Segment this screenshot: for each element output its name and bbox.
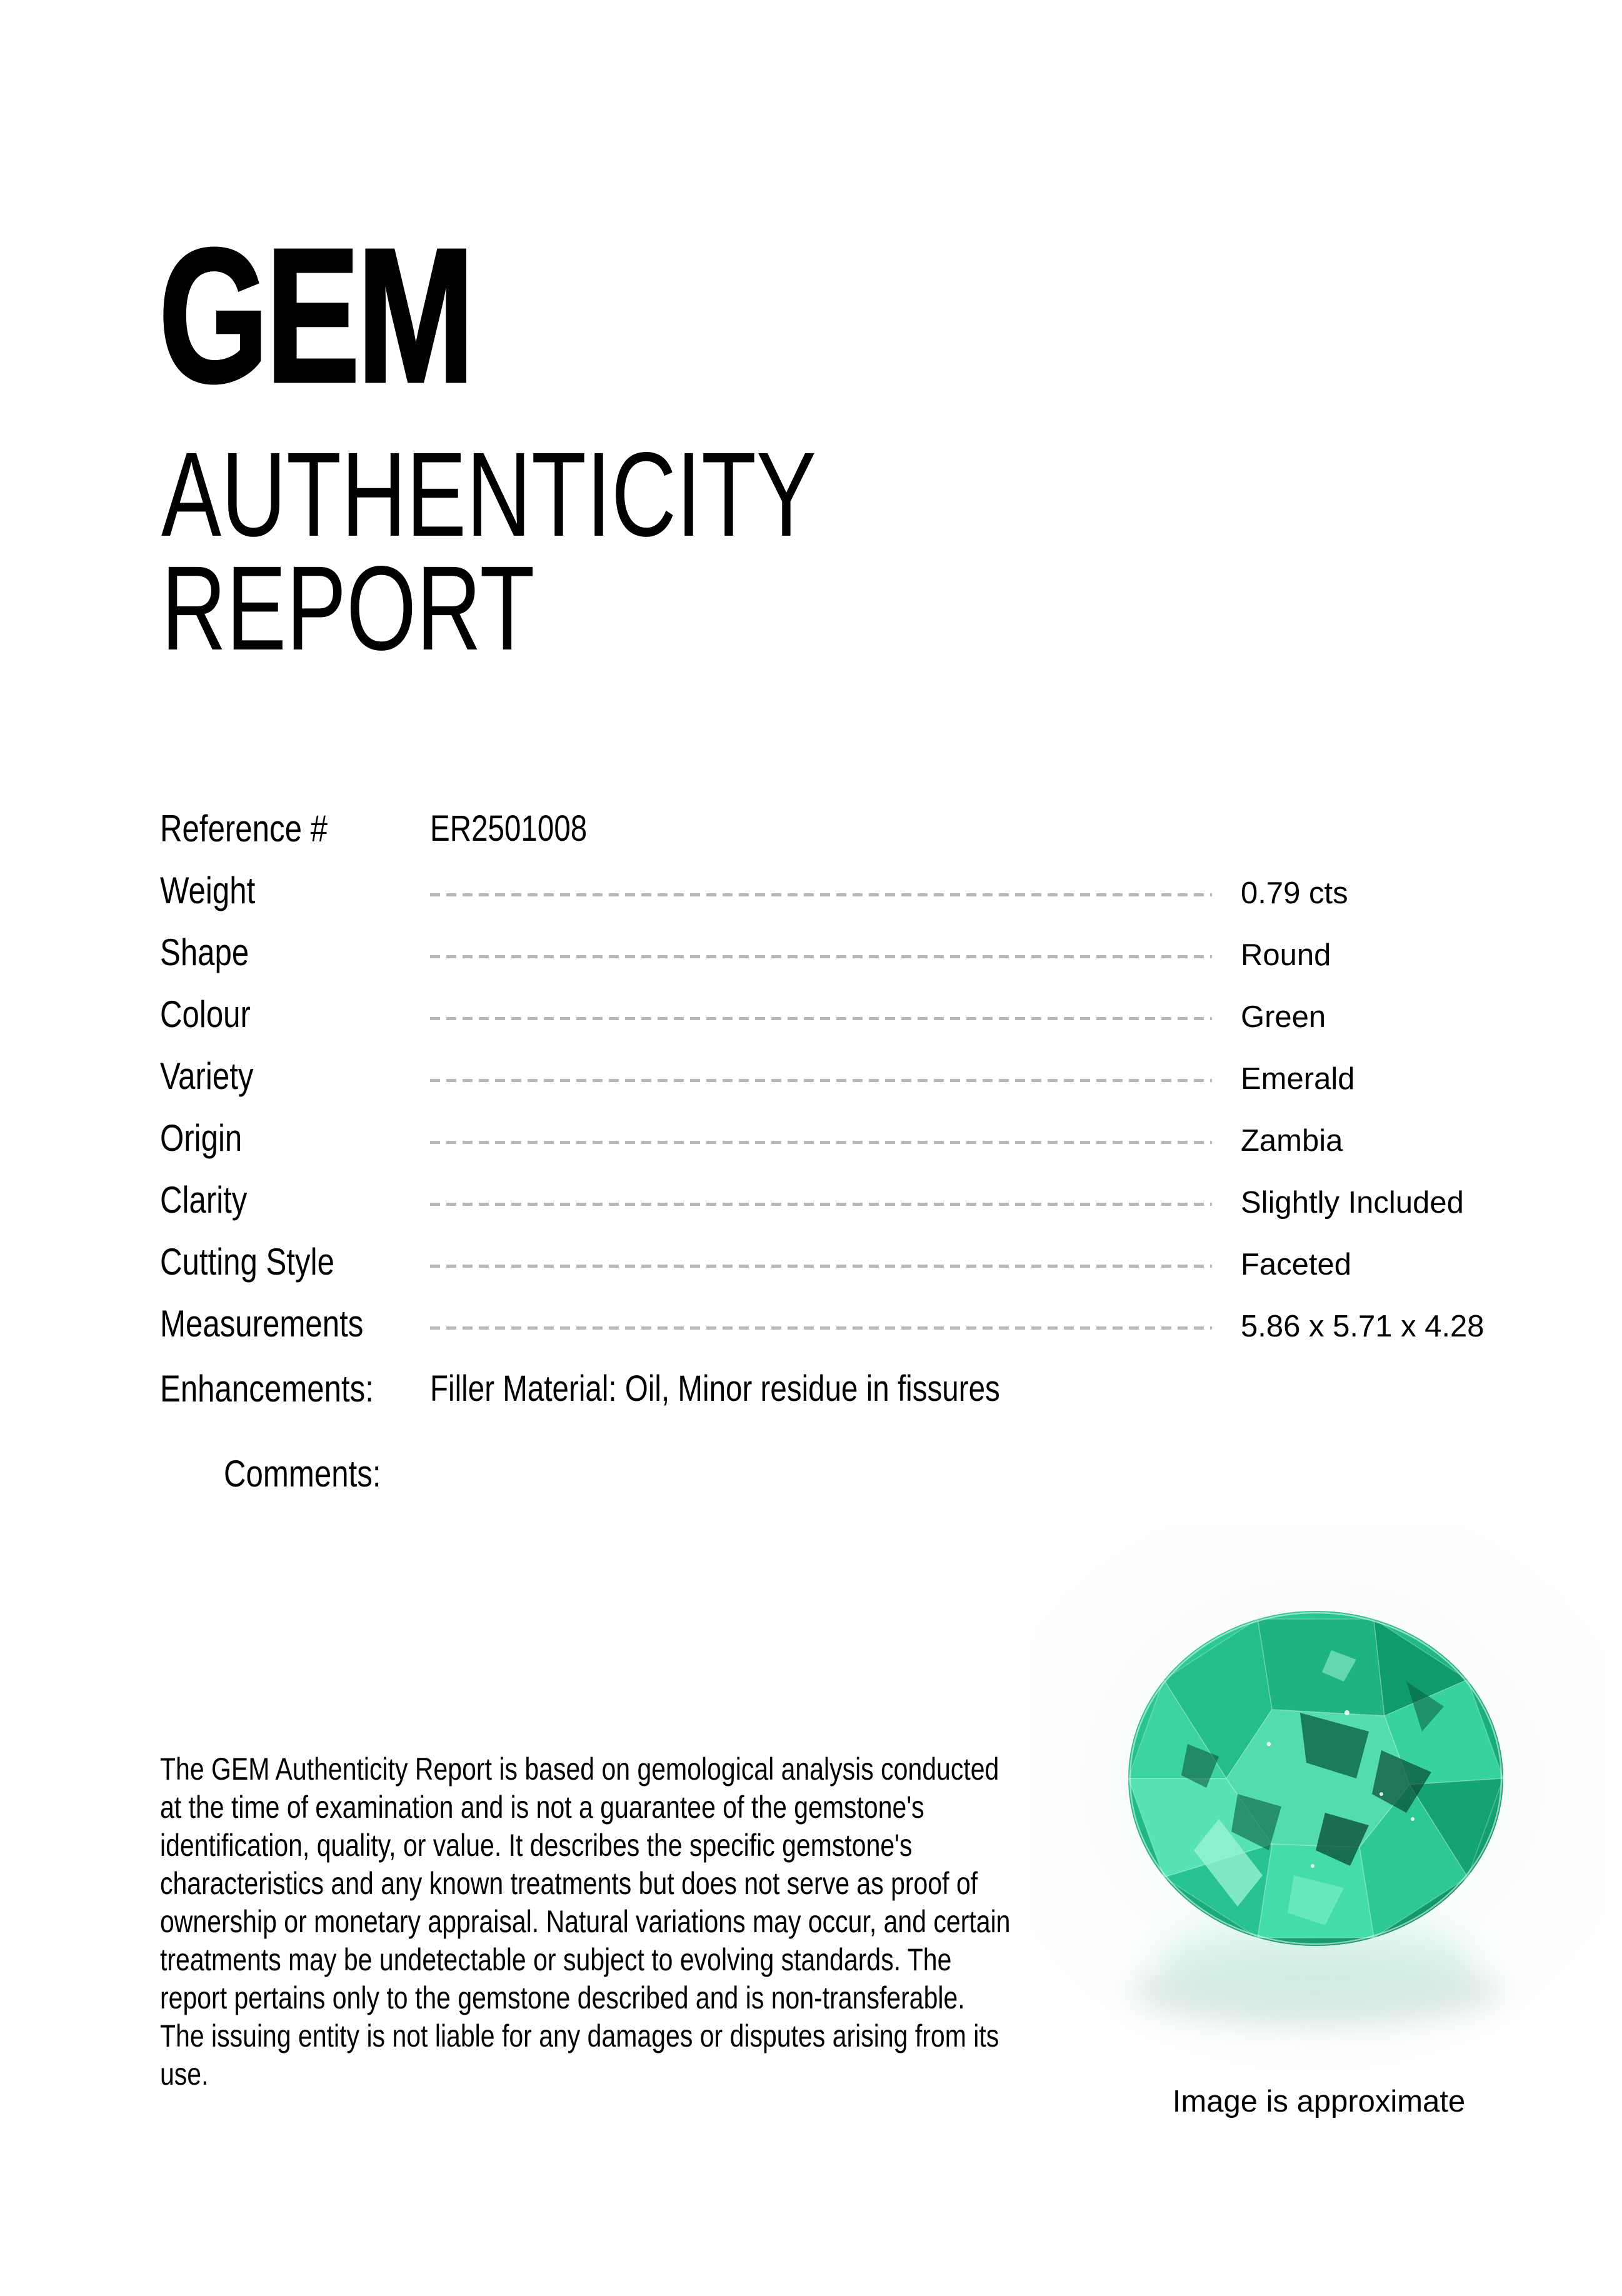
dotted-leader bbox=[430, 1017, 1212, 1020]
field-label: Measurements bbox=[160, 1303, 364, 1345]
field-row bbox=[160, 1176, 1616, 1238]
field-label: Clarity bbox=[160, 1179, 248, 1221]
dotted-leader bbox=[430, 1141, 1212, 1144]
dotted-leader bbox=[430, 1326, 1212, 1330]
gem-illustration bbox=[1031, 1525, 1606, 2088]
field-label: Origin bbox=[160, 1117, 243, 1159]
field-value: Emerald bbox=[1241, 1062, 1355, 1096]
field-value: Zambia bbox=[1241, 1124, 1343, 1158]
field-value: 5.86 x 5.71 x 4.28 bbox=[1241, 1310, 1484, 1343]
field-row bbox=[160, 1238, 1616, 1300]
field-label: Variety bbox=[160, 1055, 254, 1097]
field-row bbox=[160, 867, 1616, 929]
field-value: Filler Material: Oil, Minor residue in fissures bbox=[430, 1368, 1000, 1409]
field-row bbox=[160, 1115, 1616, 1176]
field-row bbox=[160, 929, 1616, 991]
field-row bbox=[160, 991, 1616, 1053]
field-label: Colour bbox=[160, 993, 251, 1035]
field-row-comments bbox=[160, 1450, 1616, 1512]
dotted-leader bbox=[430, 1265, 1212, 1268]
field-row bbox=[160, 1053, 1616, 1115]
field-value: 0.79 cts bbox=[1241, 876, 1348, 910]
field-label: Weight bbox=[160, 870, 256, 911]
dotted-leader bbox=[430, 1203, 1212, 1206]
field-value: ER2501008 bbox=[430, 808, 588, 849]
report-subtitle-line1: AUTHENTICITY bbox=[161, 427, 817, 561]
field-value: Green bbox=[1241, 1000, 1326, 1034]
dotted-leader bbox=[430, 955, 1212, 958]
field-value: Round bbox=[1241, 938, 1331, 972]
field-label: Cutting Style bbox=[160, 1241, 334, 1283]
dotted-leader bbox=[430, 1079, 1212, 1082]
field-label: Comments: bbox=[224, 1453, 381, 1495]
field-value: Slightly Included bbox=[1241, 1186, 1464, 1220]
dotted-leader bbox=[430, 893, 1212, 896]
report-subtitle bbox=[161, 427, 817, 675]
report-title: GEM bbox=[159, 209, 472, 422]
field-label: Enhancements: bbox=[160, 1368, 374, 1410]
disclaimer-paragraph: The GEM Authenticity Report is based on gemological analysis conducted at the time of examination and is not a guarantee of the gemstone's identification, quality, or value. It describes the specific gemstone's characteristics and any known treatments but does not serve as proof of ownership or monetary appraisal. Natural variations may occur, and certain treatments may be undetectable or subject to evolving standards. The report pertains only to the gemstone described and is non-transferable. The issuing entity is not liable for any damages or disputes arising from its use. bbox=[160, 1752, 1011, 2092]
report-subtitle-line2: REPORT bbox=[161, 541, 535, 675]
field-row bbox=[160, 1300, 1616, 1362]
gem-caption: Image is approximate bbox=[1172, 2085, 1466, 2118]
field-value: Faceted bbox=[1241, 1248, 1352, 1281]
gem-image bbox=[1031, 1525, 1606, 2088]
field-label: Reference # bbox=[160, 808, 328, 850]
field-row-reference bbox=[160, 805, 1616, 867]
field-row-enhancements bbox=[160, 1365, 1616, 1434]
field-rows-group bbox=[160, 867, 1616, 1362]
report-fields bbox=[160, 805, 1616, 1512]
field-label: Shape bbox=[160, 931, 249, 973]
